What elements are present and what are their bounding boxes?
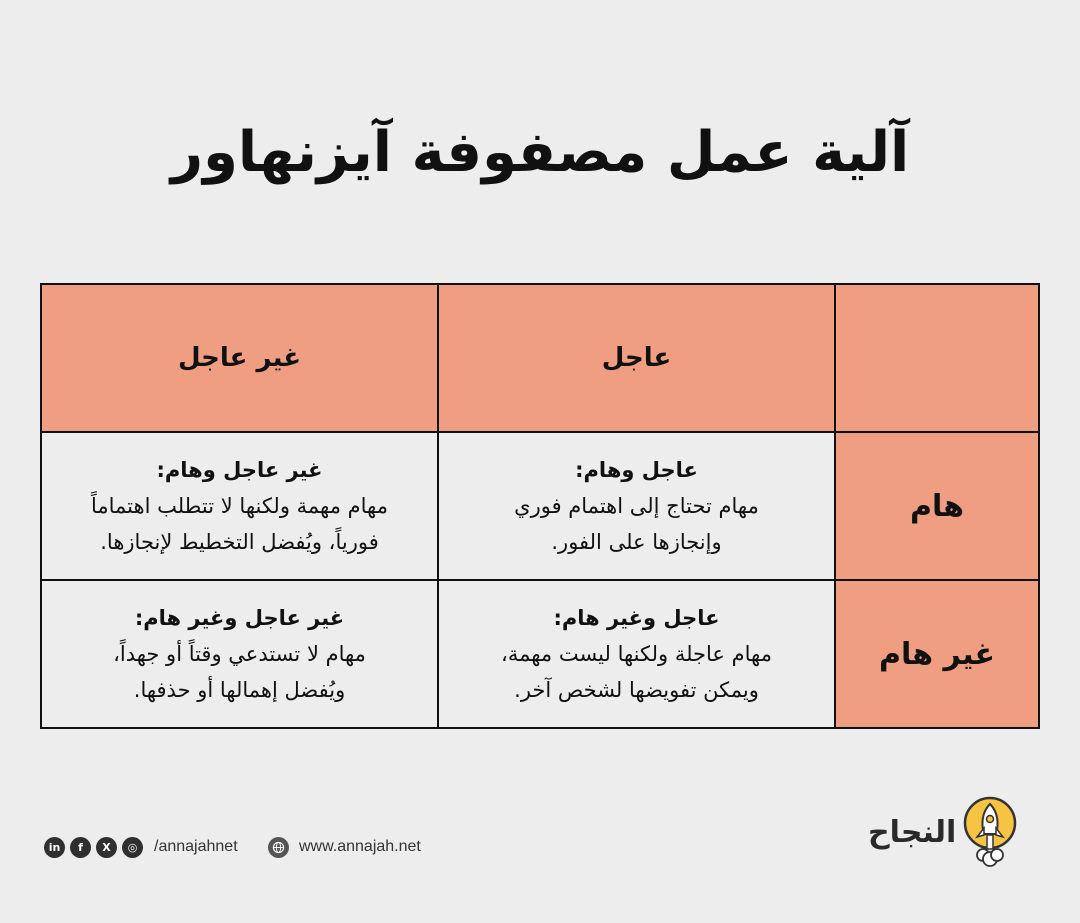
instagram-icon[interactable]: ◎ xyxy=(122,837,143,858)
cell-line: مهام عاجلة ولكنها ليست مهمة، xyxy=(501,642,772,666)
cell-line: فورياً، ويُفضل التخطيط لإنجازها. xyxy=(100,530,379,554)
website-url[interactable]: www.annajah.net xyxy=(299,838,421,855)
brand-logo xyxy=(868,795,1018,869)
linkedin-icon[interactable]: in xyxy=(44,837,65,858)
cell-not-urgent-not-important xyxy=(41,580,438,728)
social-links xyxy=(44,832,238,862)
cell-heading: عاجل وهام: xyxy=(575,458,698,482)
website-link[interactable] xyxy=(268,832,421,862)
cell-line: ويمكن تفويضها لشخص آخر. xyxy=(514,678,759,702)
cell-heading: عاجل وغير هام: xyxy=(553,606,720,630)
x-icon[interactable]: X xyxy=(96,837,117,858)
brand-name: النجاح xyxy=(868,814,957,850)
cell-line: وإنجازها على الفور. xyxy=(551,530,722,554)
page-title: آلية عمل مصفوفة آيزنهاور xyxy=(170,120,910,185)
cell-urgent-important xyxy=(438,432,835,580)
globe-icon xyxy=(268,837,289,858)
cell-heading: غير عاجل وهام: xyxy=(156,458,323,482)
cell-line: مهام لا تستدعي وقتاً أو جهداً، xyxy=(113,642,366,666)
column-header-urgent: عاجل xyxy=(438,284,835,432)
row-header-not-important: غير هام xyxy=(835,580,1039,728)
cell-heading: غير عاجل وغير هام: xyxy=(134,606,345,630)
cell-line: مهام تحتاج إلى اهتمام فوري xyxy=(514,494,759,518)
social-handle[interactable]: /annajahnet xyxy=(154,838,238,855)
eisenhower-matrix xyxy=(40,283,1040,729)
rocket-logo-icon xyxy=(962,795,1018,869)
cell-urgent-not-important xyxy=(438,580,835,728)
row-header-important: هام xyxy=(835,432,1039,580)
corner-cell xyxy=(835,284,1039,432)
cell-line: مهام مهمة ولكنها لا تتطلب اهتماماً xyxy=(91,494,388,518)
facebook-icon[interactable]: f xyxy=(70,837,91,858)
cell-not-urgent-important xyxy=(41,432,438,580)
cell-line: ويُفضل إهمالها أو حذفها. xyxy=(133,678,346,702)
column-header-not-urgent: غير عاجل xyxy=(41,284,438,432)
